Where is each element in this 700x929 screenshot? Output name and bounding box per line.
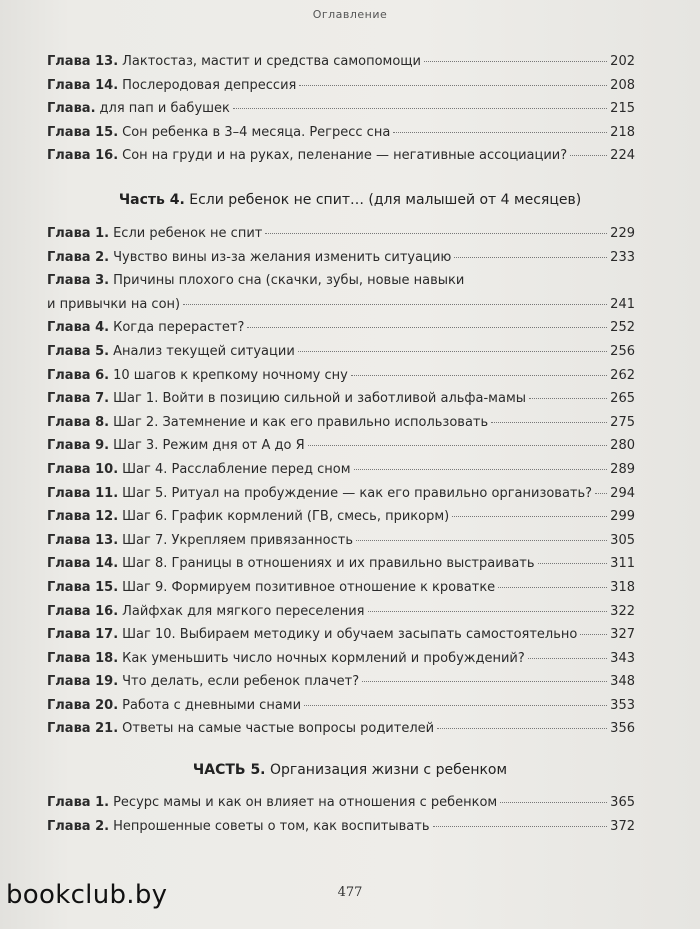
leader-dots [580,633,607,635]
toc-entry-label: Глава 2. [47,818,110,834]
leader-dots [491,421,607,423]
toc-entry-title: Работа с дневными снами [122,697,302,713]
toc-entry-label: Глава 11. [47,485,119,501]
leader-dots [265,232,607,234]
toc-part-4 [47,222,635,741]
toc-entry-label: Глава 1. [47,226,110,241]
toc-entry-page: 252 [610,320,635,336]
toc-entry-label: Глава 16. [47,603,119,619]
toc-entry-title: Когда перерастет? [113,320,245,336]
leader-dots [595,492,607,494]
leader-dots [454,256,607,258]
toc-entry [47,246,635,270]
toc-entry-title: Сон на груди и на руках, пеленание — негативные ассоциации? [122,148,568,164]
leader-dots [528,657,607,659]
toc-entry-page: 343 [610,650,635,666]
toc-entry-page: 318 [610,579,635,595]
toc-entry [47,97,635,121]
toc-entry-title: Шаг 9. Формируем позитивное отношение к кроватке [122,579,496,595]
toc-entry-title: Непрошенные советы о том, как воспитывать [113,818,430,834]
toc-entry-page: 289 [610,461,635,477]
toc-entry-label: Глава 13. [47,54,119,69]
toc-entry-label: Глава 14. [47,77,119,93]
toc-entry-label: Глава 10. [47,461,119,477]
toc-entry-title: Шаг 8. Границы в отношениях и их правильно выстраивать [122,556,535,572]
leader-dots [362,680,607,682]
leader-dots [247,326,607,328]
toc-entry-title: Шаг 7. Укрепляем привязанность [122,532,353,548]
toc-entry [47,222,635,246]
toc-entry [47,74,635,98]
watermark-text: bookclub.by [6,880,168,910]
toc-entry-label: Глава 12. [47,509,119,525]
toc-entry-page: 280 [610,438,635,454]
toc-entry-label: Глава 18. [47,650,119,666]
toc-entry-label: Глава 3. [47,273,110,289]
toc-entry-page: 208 [610,77,635,93]
toc-entry-label: Глава 5. [47,343,110,359]
toc-entry-page: 327 [610,627,635,643]
toc-entry-title: Шаг 3. Режим дня от А до Я [113,438,305,454]
toc-entry-label: Глава 19. [47,674,119,690]
toc-entry-title: Шаг 2. Затемнение и как его правильно использовать [113,414,489,430]
toc-entry-title: Сон ребенка в 3–4 месяца. Регресс сна [122,124,391,140]
leader-dots [299,84,607,86]
toc-entry [47,144,635,168]
running-head: Оглавление [312,8,388,21]
toc-entry [47,269,635,293]
toc-entry [47,694,635,718]
toc-entry-label: Глава 17. [47,627,119,643]
toc-entry [47,552,635,576]
toc-entry [47,50,635,74]
toc-entry-page: 275 [610,414,635,430]
toc-entry-label: Глава 21. [47,721,119,737]
leader-dots [183,303,607,305]
leader-dots [500,801,607,803]
toc-entry-title: Как уменьшить число ночных кормлений и пробуждений? [122,650,525,666]
toc-entry-label: Глава 9. [47,438,110,454]
toc-entry-label: Глава 13. [47,532,119,548]
toc-part-5 [47,791,635,838]
leader-dots [304,704,607,706]
toc-entry-title: Шаг 6. График кормлений (ГВ, смесь, прикорм) [122,509,450,525]
toc-entry-label: Глава 8. [47,414,110,430]
toc-entry-page: 365 [610,795,635,810]
toc-entry-title: 10 шагов к крепкому ночному сну [113,367,348,383]
toc-entry [47,505,635,529]
toc-entry [47,600,635,624]
toc-entry [47,121,635,145]
leader-dots [393,131,607,133]
leader-dots [570,154,607,156]
toc-entry-page: 372 [610,818,635,834]
toc-entry-page: 202 [610,54,635,69]
part-5-title: Организация жизни с ребенком [269,762,508,778]
toc-entry-page: 218 [610,124,635,140]
toc-entry-page: 265 [610,391,635,407]
toc-entry-title: Шаг 5. Ритуал на пробуждение — как его правильно организовать? [122,485,593,501]
toc-entry [47,340,635,364]
toc-entry-title: Шаг 1. Войти в позицию сильной и заботливой альфа-мамы [113,391,527,407]
toc-entry-page: 256 [610,343,635,359]
toc-entry-title: и привычки на сон) [47,296,181,312]
part-5-label: ЧАСТЬ 5. [192,762,266,778]
toc-entry-title: Шаг 4. Расслабление перед сном [122,461,351,477]
toc-entry-label: Глава 7. [47,391,110,407]
toc-entry [47,458,635,482]
leader-dots [437,727,607,729]
toc-entry-label: Глава 20. [47,697,119,713]
toc-entry-title: Послеродовая депрессия [122,77,297,93]
leader-dots [538,562,608,564]
part-5-heading [0,762,700,778]
toc-entry [47,434,635,458]
leader-dots [529,397,607,399]
toc-entry-label: Глава. [47,101,96,117]
toc-entry-label: Глава 1. [47,795,110,810]
part-4-title: Если ребенок не спит… (для малышей от 4 месяцев) [189,192,582,208]
toc-entry-page: 233 [610,249,635,265]
leader-dots [452,515,607,517]
toc-entry [47,364,635,388]
toc-entry [47,670,635,694]
leader-dots [424,60,607,62]
toc-section-top [47,50,635,168]
toc-entry-page: 294 [610,485,635,501]
toc-entry [47,411,635,435]
toc-entry-label: Глава 16. [47,148,119,164]
toc-entry-page: 224 [610,148,635,164]
part-4-label: Часть 4. [118,192,185,208]
toc-entry-page: 305 [610,532,635,548]
toc-entry-title: Лайфхак для мягкого переселения [122,603,365,619]
toc-entry-title: для пап и бабушек [99,101,230,117]
toc-entry-page: 299 [610,509,635,525]
toc-entry-label: Глава 6. [47,367,110,383]
toc-entry-page: 215 [610,101,635,117]
leader-dots [354,468,608,470]
leader-dots [356,539,607,541]
toc-entry-page: 356 [610,721,635,737]
toc-entry [47,293,635,317]
toc-entry-title: Шаг 10. Выбираем методику и обучаем засыпать самостоятельно [122,627,578,643]
toc-entry-page: 311 [610,556,635,572]
toc-entry-label: Глава 15. [47,124,119,140]
toc-entry [47,815,635,839]
toc-entry-title: Ресурс мамы и как он влияет на отношения с ребенком [113,795,498,810]
part-4-heading [0,192,700,208]
toc-entry-page: 262 [610,367,635,383]
leader-dots [298,350,607,352]
toc-entry-title: Что делать, если ребенок плачет? [122,674,360,690]
toc-entry-title: Лактостаз, мастит и средства самопомощи [122,54,422,69]
toc-entry [47,623,635,647]
toc-entry-title: Причины плохого сна (скачки, зубы, новые навыки [113,273,465,289]
leader-dots [368,610,608,612]
leader-dots [308,444,608,446]
toc-entry-title: Если ребенок не спит [113,226,263,241]
toc-entry-title: Ответы на самые частые вопросы родителей [122,721,435,737]
toc-entry-label: Глава 15. [47,579,119,595]
toc-entry-label: Глава 14. [47,556,119,572]
toc-entry-page: 229 [610,226,635,241]
toc-entry [47,576,635,600]
toc-entry-label: Глава 4. [47,320,110,336]
toc-entry [47,647,635,671]
toc-entry-title: Чувство вины из-за желания изменить ситуацию [113,249,452,265]
leader-dots [498,586,607,588]
toc-entry [47,387,635,411]
toc-entry-page: 348 [610,674,635,690]
page-number: 477 [337,885,363,900]
toc-entry-label: Глава 2. [47,249,110,265]
leader-dots [233,107,607,109]
toc-entry-page: 322 [610,603,635,619]
toc-entry [47,791,635,815]
toc-entry-title: Анализ текущей ситуации [113,343,295,359]
toc-entry [47,529,635,553]
toc-entry [47,482,635,506]
toc-entry [47,316,635,340]
toc-entry [47,717,635,741]
toc-entry-page: 241 [610,296,635,312]
leader-dots [351,374,607,376]
toc-entry-page: 353 [610,697,635,713]
leader-dots [433,825,608,827]
